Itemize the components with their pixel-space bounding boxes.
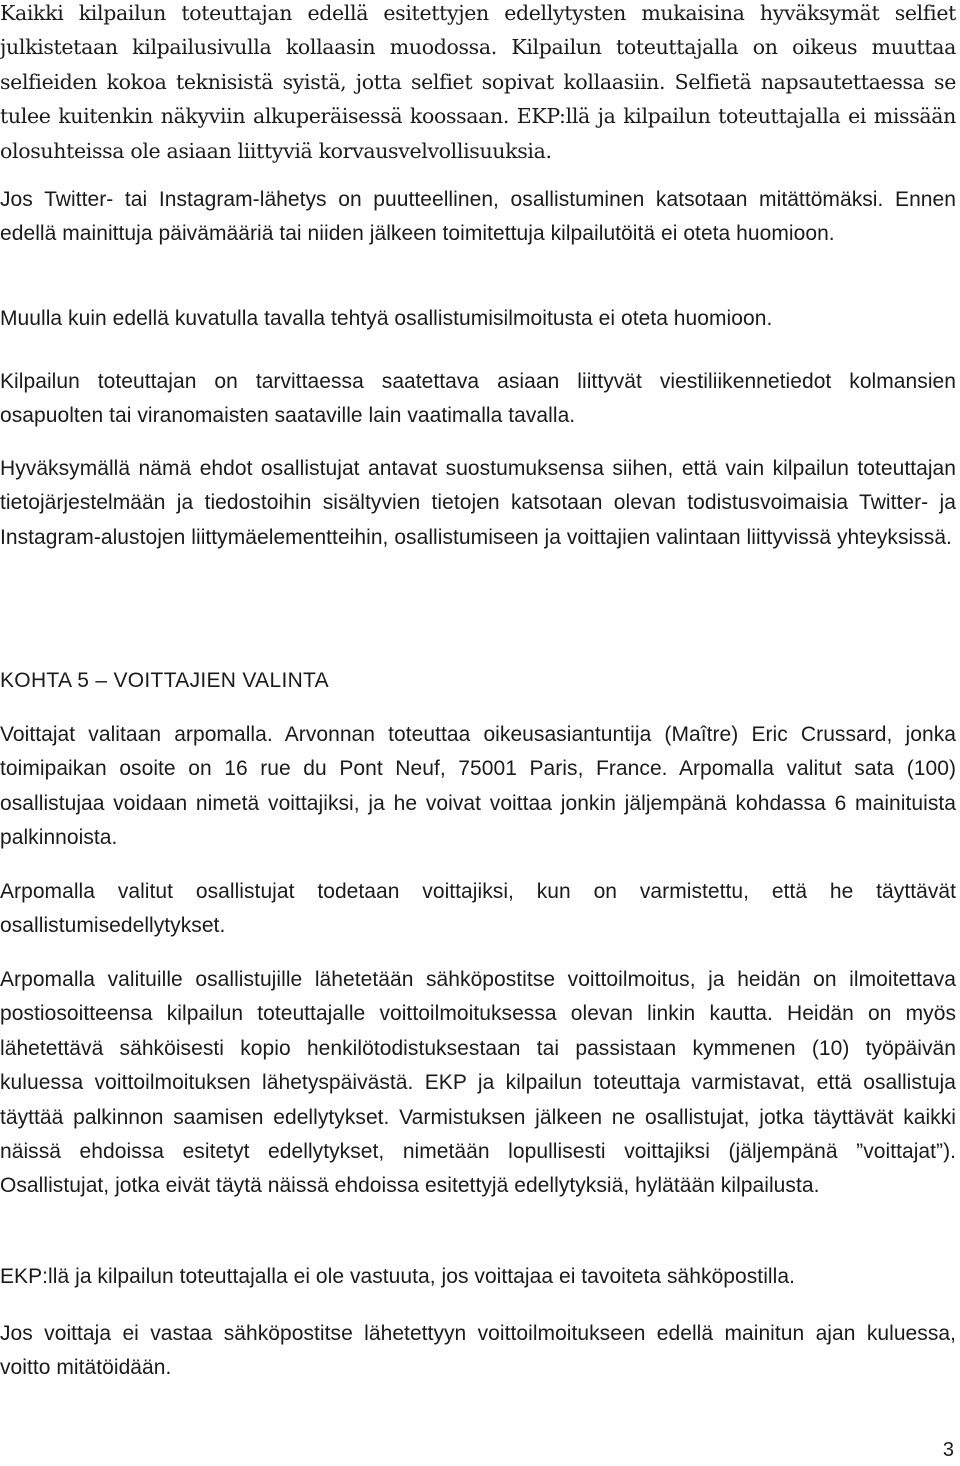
paragraph-selfie-collage — [0, 0, 956, 168]
paragraph-communication-data — [0, 365, 956, 434]
paragraph-text: EKP:llä ja kilpailun toteuttajalla ei ole vastuuta, jos voittajaa ei tavoiteta sähköpostilla. — [0, 1265, 795, 1288]
paragraph-text: Arpomalla valitut osallistujat todetaan voittajiksi, kun on varmistettu, että he täyttävät osallistumisedellytykset. — [0, 880, 956, 938]
paragraph-winner-notification — [0, 963, 956, 1204]
section-heading: KOHTA 5 – VOITTAJIEN VALINTA — [0, 669, 329, 692]
paragraph-incomplete-entries — [0, 183, 956, 252]
page-number: 3 — [942, 1439, 954, 1461]
paragraph-consent — [0, 452, 956, 555]
paragraph-voided-prize — [0, 1317, 956, 1386]
paragraph-text: Kilpailun toteuttajan on tarvittaessa saatettava asiaan liittyvät viestiliikennetiedot kolmansien osapuolten tai viranomaisten saataville lain vaatimalla tavalla. — [0, 370, 956, 428]
paragraph-text: Jos Twitter- tai Instagram-lähetys on puutteellinen, osallistuminen katsotaan mitättömäksi. Ennen edellä mainittuja päivämääriä tai niiden jälkeen toimitettuja kilpailutöitä ei oteta huomioon. — [0, 188, 956, 246]
paragraph-text: Voittajat valitaan arpomalla. Arvonnan toteuttaa oikeusasiantuntija (Maître) Eric Crussard, jonka toimipaikan osoite on 16 rue du Pont Neuf, 75001 Paris, France. Arpomalla valitut sata (100) osallistujaa voidaan nimetä voittajiksi, ja he voivat voittaa jonkin jäljempänä kohdassa 6 mainituista palkinnoista. — [0, 723, 956, 850]
paragraph-text: Arpomalla valituille osallistujille lähetetään sähköpostitse voittoilmoitus, ja heidän on ilmoitettava postiosoitteensa kilpailun toteuttajalle voittoilmoituksessa olevan linkin kautta. Heidän on myös lähetettävä sähköisesti kopio henkilötodistuksestaan tai passistaan kymmenen (10) työpäivän kuluessa voittoilmoituksen lähetyspäivästä. EKP ja kilpailun toteuttaja varmistavat, että osallistuja täyttää palkinnon saamisen edellytykset. Varmistuksen jälkeen ne osallistujat, jotka täyttävät kaikki näissä ehdoissa esitetyt edellytykset, nimetään lopullisesti voittajiksi (jäljempänä ”voittajat”). Osallistujat, jotka eivät täytä näissä ehdoissa esitettyjä edellytyksiä, hylätään kilpailusta. — [0, 968, 956, 1198]
paragraph-text: Jos voittaja ei vastaa sähköpostitse lähetettyyn voittoilmoitukseen edellä mainitun ajan kuluessa, voitto mitätöidään. — [0, 1322, 956, 1380]
paragraph-other-entries — [0, 302, 956, 336]
paragraph-text: Kaikki kilpailun toteuttajan edellä esitettyjen edellytysten mukaisina hyväksymät selfiet julkistetaan kilpailusivulla kollaasin muodossa. Kilpailun toteuttajalla on oikeus muuttaa selfieiden kokoa teknisistä syistä, jotta selfiet sopivat kollaasiin. Selfietä napsautettaessa se tulee kuitenkin näkyviin alkuperäisessä koossaan. EKP:llä ja kilpailun toteuttajalla ei missään olosuhteissa ole asiaan liittyviä korvausvelvollisuuksia. — [0, 1, 956, 163]
paragraph-text: Muulla kuin edellä kuvatulla tavalla tehtyä osallistumisilmoitusta ei oteta huomioon. — [0, 307, 773, 330]
paragraph-no-liability — [0, 1260, 956, 1294]
paragraph-text: Hyväksymällä nämä ehdot osallistujat antavat suostumuksensa siihen, että vain kilpailun toteuttajan tietojärjestelmään ja tiedostoihin sisältyvien tietojen katsotaan olevan todistusvoimaisia Twitter- ja Instagram-alustojen liittymäelementteihin, osallistumiseen ja voittajien valintaan liittyvissä yhteyksissä. — [0, 457, 956, 549]
paragraph-eligibility — [0, 875, 956, 944]
paragraph-draw — [0, 718, 956, 856]
